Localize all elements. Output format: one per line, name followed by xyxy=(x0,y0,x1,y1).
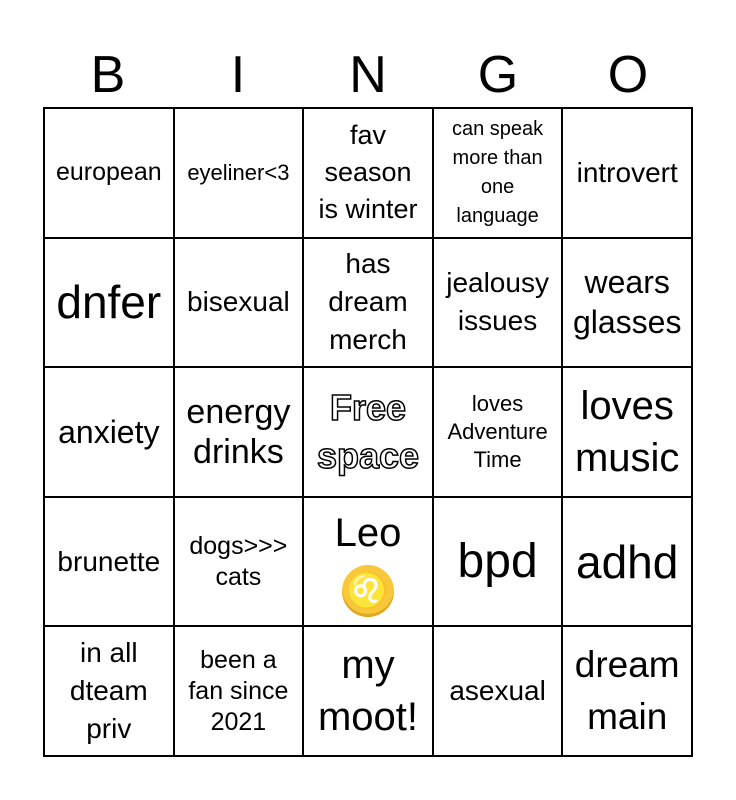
bingo-cell[interactable] xyxy=(44,367,174,497)
cell-text: european xyxy=(55,158,162,187)
bingo-cell[interactable] xyxy=(44,108,174,238)
cell-text: loves music xyxy=(574,383,680,480)
cell-text: wears glasses xyxy=(572,264,682,341)
bingo-cell[interactable] xyxy=(562,108,692,238)
leo-cell-content xyxy=(335,507,402,617)
bingo-cell[interactable] xyxy=(562,367,692,497)
bingo-cell[interactable] xyxy=(303,497,433,627)
header-letter-i: I xyxy=(230,46,246,104)
bingo-cell[interactable] xyxy=(174,626,304,756)
bingo-cell[interactable] xyxy=(44,497,174,627)
bingo-cell[interactable] xyxy=(562,497,692,627)
cell-text: my moot! xyxy=(317,643,419,740)
leo-zodiac-icon: ♌ xyxy=(342,565,394,617)
cell-text: bisexual xyxy=(187,286,290,318)
bingo-cell[interactable] xyxy=(433,497,563,627)
bingo-cell[interactable] xyxy=(433,626,563,756)
cell-text: brunette xyxy=(57,545,161,577)
bingo-cell[interactable] xyxy=(174,367,304,497)
header-letter-n: N xyxy=(349,46,387,104)
bingo-cell[interactable] xyxy=(44,626,174,756)
bingo-cell[interactable] xyxy=(303,238,433,368)
bingo-cell[interactable] xyxy=(562,626,692,756)
header-letter-b: B xyxy=(90,46,126,104)
bingo-cell[interactable] xyxy=(174,238,304,368)
bingo-cell[interactable] xyxy=(174,108,304,238)
cell-text: can speak more than one language xyxy=(452,117,544,227)
bingo-header xyxy=(43,42,693,108)
cell-text: anxiety xyxy=(58,413,160,450)
cell-text: in all dteam priv xyxy=(69,637,148,745)
bingo-cell[interactable] xyxy=(303,367,433,497)
bingo-cell[interactable] xyxy=(303,626,433,756)
bingo-cell[interactable] xyxy=(174,497,304,627)
cell-text: adhd xyxy=(576,535,679,588)
cell-text: bpd xyxy=(457,534,538,588)
cell-text: dogs>>> cats xyxy=(189,531,288,591)
cell-text: dream main xyxy=(574,644,680,738)
bingo-grid xyxy=(43,107,693,757)
cell-text: dnfer xyxy=(56,276,162,329)
cell-text: energy drinks xyxy=(186,392,291,471)
bingo-cell[interactable] xyxy=(562,238,692,368)
cell-text: Leo xyxy=(334,510,402,555)
cell-text: eyeliner<3 xyxy=(187,159,290,185)
bingo-cell[interactable] xyxy=(303,108,433,238)
header-letter-g: G xyxy=(477,46,519,104)
free-space-text: Free space xyxy=(316,386,420,476)
cell-text: asexual xyxy=(449,675,546,707)
bingo-cell[interactable] xyxy=(433,108,563,238)
header-letter-o: O xyxy=(607,46,649,104)
cell-text: has dream merch xyxy=(328,248,408,356)
bingo-cell[interactable] xyxy=(433,238,563,368)
bingo-cell[interactable] xyxy=(44,238,174,368)
bingo-cell[interactable] xyxy=(433,367,563,497)
cell-text: fav season is winter xyxy=(318,120,418,225)
cell-text: introvert xyxy=(576,156,678,188)
cell-text: jealousy issues xyxy=(446,267,549,337)
cell-text: been a fan since 2021 xyxy=(188,645,289,736)
cell-text: loves Adventure Time xyxy=(447,390,548,472)
